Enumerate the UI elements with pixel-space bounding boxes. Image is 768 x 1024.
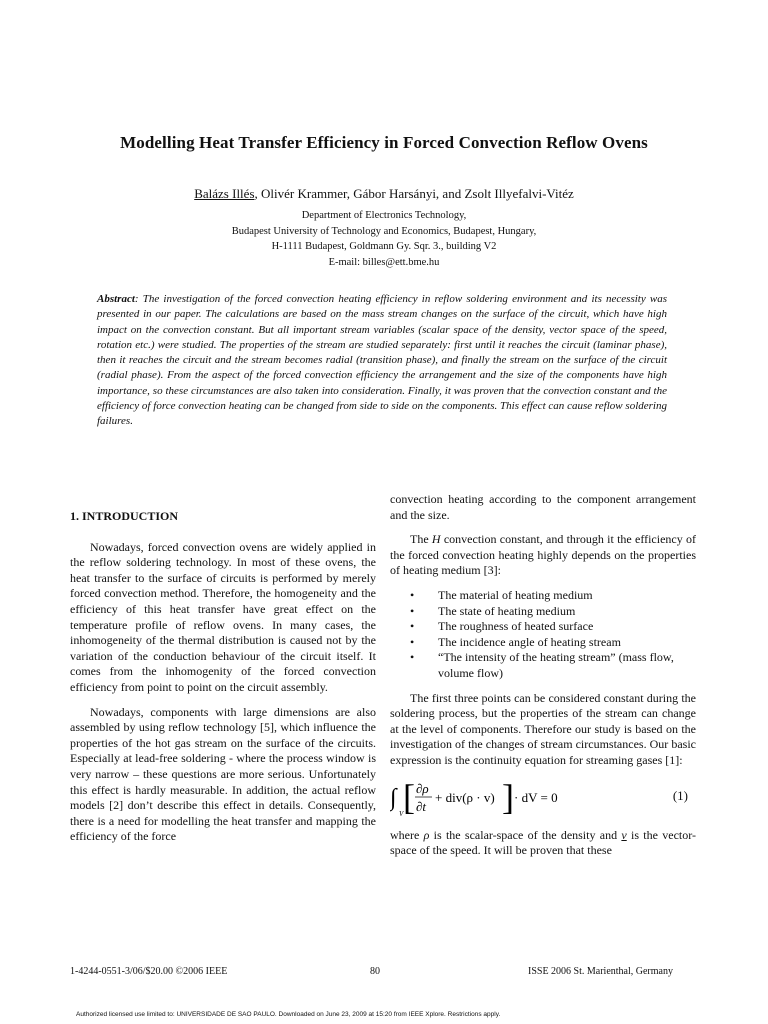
affiliation-line: Budapest University of Technology and Economics, Budapest, Hungary, — [231, 225, 537, 237]
var-h: H — [431, 532, 441, 547]
equation-number: (1) — [672, 787, 688, 803]
left-column — [70, 492, 376, 854]
affiliation-line: Department of Electronics Technology, — [301, 210, 467, 221]
footer-conference: ISSE 2006 St. Marienthal, Germany — [528, 966, 673, 977]
right-column — [390, 492, 696, 868]
svg-text:∂ρ: ∂ρ — [416, 780, 429, 796]
paragraph-continued: convection heating according to the component arrangement and the size. — [390, 492, 696, 522]
list-item: • “The intensity of the heating stream” (mass flow, volume flow) — [408, 650, 696, 681]
affiliation — [40, 208, 728, 270]
svg-text:[: [ — [403, 777, 415, 817]
page-number: 80 — [370, 966, 380, 977]
paper-title: Modelling Heat Transfer Efficiency in Forced Convection Reflow Ovens — [120, 133, 648, 152]
list-item: • The roughness of heated surface — [408, 619, 696, 635]
list-item: • The state of heating medium — [408, 604, 696, 620]
bullet-list — [408, 588, 696, 682]
paragraph: where ρ is the scalar-space of the density and v is the vector-space of the speed. It will be proven that these — [390, 827, 696, 858]
license-notice: Authorized licensed use limited to: UNIVERSIDADE DE SAO PAULO. Downloaded on June 23, 2009 at 15:20 from IEEE Xplore. Restrictions apply. — [76, 1011, 501, 1018]
paragraph: The H convection constant, and through it the efficiency of the forced convection heating highly depends on the properties of heating medium [3]: — [390, 532, 697, 578]
first-author: Balázs Illés — [194, 186, 255, 201]
svg-text:+ div(ρ · v): + div(ρ · v) — [435, 789, 495, 805]
affiliation-email: E-mail: billes@ett.bme.hu — [328, 256, 440, 268]
abstract-text: : The investigation of the forced convection heating efficiency in reflow soldering environment and its necessity was presented in our paper. The calculations are based on the mass stream changes on the surface of the circuit, which have high impact on the convection constant. But all important stream variables (scalar space of the density, vector space of the speed, rotation etc.) were studied. The properties of the stream are studied separately: first until it reaches the circuit (laminar phase), then it reaches the circuit and the stream becomes radial (transition phase), and finally the stream on the surface of the circuit (radial phase). From the aspect of the forced convection efficiency the arrangement and the size of the components have high importance, so these circumstances are also taken into consideration. Finally, it was proven that the convection constant and the efficiency of force convection heating can be changed from side to side on the components. This effect can cause reflow soldering failures. — [97, 293, 667, 428]
section-heading-introduction: 1. INTRODUCTION — [70, 509, 179, 523]
svg-text:∫: ∫ — [390, 784, 397, 811]
affiliation-line: H-1111 Budapest, Goldmann Gy. Sqr. 3., building V2 — [271, 241, 497, 252]
abstract — [97, 292, 667, 430]
footer-copyright: 1-4244-0551-3/06/$20.00 ©2006 IEEE — [70, 966, 228, 977]
author-list — [40, 186, 728, 202]
abstract-label: Abstract — [97, 293, 135, 305]
paragraph: The first three points can be considered constant during the soldering process, but the properties of the stream can change at the level of components. Therefore our study is based on the investigation of the changes of stream circumstances. Our basic expression is the continuity equation for streaming gases [1]: — [390, 690, 696, 767]
svg-text:· dV = 0: · dV = 0 — [514, 789, 558, 805]
paragraph: Nowadays, components with large dimensions are also assembled by using reflow technology [5], which influence the properties of the hot gas stream on the surface of the circuits. Especially at lead-free soldering - where the process window is very narrow – these questions are more serious. Unfortunately this effect is hardly measurable. In addition, the actual reflow models [2] don’t describe this effect in details. Consequently, there is a need for modelling the heat transfer and mapping the efficiency of the force — [70, 704, 376, 844]
continuity-equation-graphic — [390, 778, 610, 820]
svg-text:∂t: ∂t — [416, 798, 427, 814]
list-item: • The incidence angle of heating stream — [408, 635, 696, 651]
equation-1 — [390, 778, 696, 820]
list-item: • The material of heating medium — [408, 588, 696, 604]
svg-text:V: V — [399, 809, 404, 818]
paragraph: Nowadays, forced convection ovens are widely applied in the reflow soldering technology. In most of these ovens, the heat transfer to the surface of circuits is performed by merely forced convection method. Therefore, the homogeneity and the efficiency of this heat transfer have great effect on the temperature profile of reflow ovens. In many cases, the inhomogeneity of the thermal distribution is caused not by the variation of the conduction behaviour of the circuit itself. It comes from the inhomogenity of the forced convection efficiency from point to point on the circuit assembly. — [70, 539, 376, 694]
other-authors: , Olivér Krammer, Gábor Harsányi, and Zsolt Illyefalvi-Vitéz — [254, 186, 574, 201]
svg-text:]: ] — [502, 777, 514, 817]
